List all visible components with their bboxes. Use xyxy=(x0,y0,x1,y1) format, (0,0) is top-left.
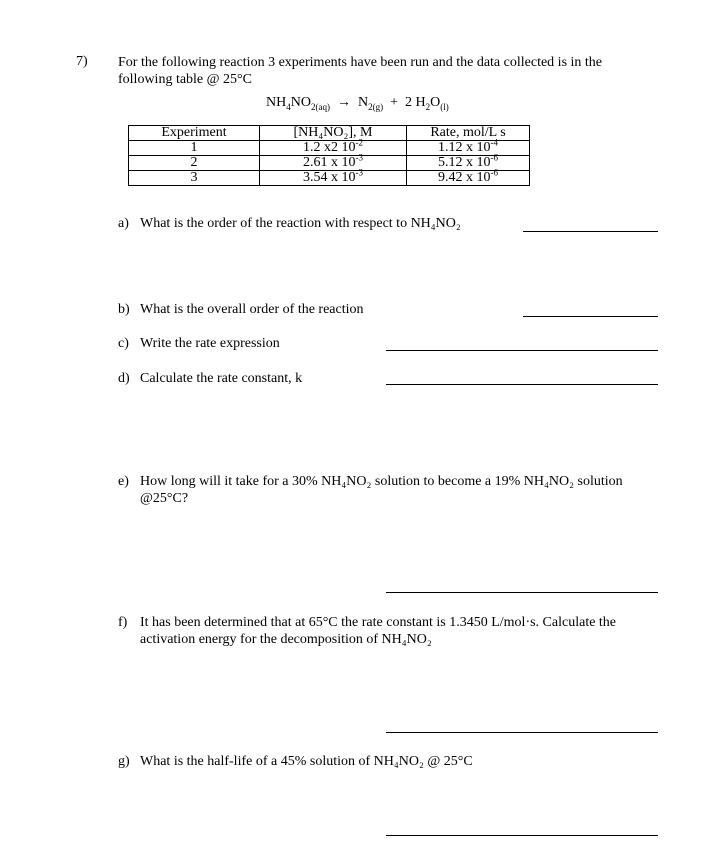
part-f-text-2: activation energy for the decomposition of NH₄NO₂ xyxy=(140,632,432,647)
part-a-label: a) xyxy=(118,216,129,231)
eq-sub: (l) xyxy=(440,101,449,112)
eq-product-2: 2 H xyxy=(405,95,426,110)
part-b xyxy=(118,301,364,318)
cell-rate: 9.42 x $10^{-6}$ xyxy=(407,171,530,186)
table-row xyxy=(129,141,530,156)
eq-product-2-mid: O xyxy=(430,95,441,110)
answer-line-e[interactable] xyxy=(386,592,658,593)
cell-concentration: 3.54 x $10^{-3}$ xyxy=(260,171,407,186)
cell-experiment: 2 xyxy=(129,156,260,171)
eq-sub: 2(aq) xyxy=(310,101,330,112)
part-a-text: What is the order of the reaction with respect to NH₄NO₂ xyxy=(140,216,461,231)
answer-line-f[interactable] xyxy=(386,732,658,733)
eq-arrow: → xyxy=(336,95,351,110)
part-c-label: c) xyxy=(118,336,129,351)
answer-line-d[interactable] xyxy=(386,384,658,385)
part-d xyxy=(118,370,302,387)
part-e-label: e) xyxy=(118,474,129,489)
cell-rate: 1.12 x $10^{-4}$ xyxy=(407,141,530,156)
eq-sub: 2(g) xyxy=(368,101,384,112)
cell-rate: 5.12 x $10^{-6}$ xyxy=(407,156,530,171)
table-row xyxy=(129,156,530,171)
question-number: 7) xyxy=(76,54,88,69)
intro-line-2: following table @ 25°C xyxy=(118,72,252,87)
part-d-label: d) xyxy=(118,371,130,386)
cell-concentration: 1.2 x2 $10^{-2}$ xyxy=(260,141,407,156)
eq-sub: 4 xyxy=(286,101,291,112)
part-g-label: g) xyxy=(118,754,130,769)
header-concentration: [NH₄NO₂], M xyxy=(260,126,407,141)
cell-experiment: 3 xyxy=(129,171,260,186)
part-d-text: Calculate the rate constant, k xyxy=(140,371,303,386)
answer-line-g[interactable] xyxy=(386,835,658,836)
part-b-label: b) xyxy=(118,302,130,317)
part-c xyxy=(118,335,280,352)
part-g xyxy=(118,753,473,770)
eq-sub: 2 xyxy=(425,101,431,112)
part-f-label: f) xyxy=(118,615,128,630)
table-header-row xyxy=(129,126,530,141)
data-table xyxy=(128,125,530,186)
part-b-text: What is the overall order of the reaction xyxy=(140,302,364,317)
reaction-equation xyxy=(266,95,449,111)
part-f-text-1: It has been determined that at 65°C the rate constant is 1.3450 L/mol·s. Calculate the xyxy=(140,615,617,630)
header-rate: Rate, mol/L s xyxy=(407,126,530,141)
intro-line-1: For the following reaction 3 experiments have been run and the data collected is in the xyxy=(118,55,603,70)
cell-concentration: 2.61 x $10^{-3}$ xyxy=(260,156,407,171)
part-e-text-2: @25°C? xyxy=(140,491,189,506)
eq-reactant-mid: NO xyxy=(290,95,311,110)
answer-line-a[interactable] xyxy=(523,231,658,232)
part-e-text-1: How long will it take for a 30% NH₄NO₂ solution to become a 19% NH₄NO₂ solution xyxy=(140,474,623,489)
question-intro xyxy=(118,54,602,88)
part-e xyxy=(118,473,623,507)
part-c-text: Write the rate expression xyxy=(140,336,280,351)
cell-experiment: 1 xyxy=(129,141,260,156)
header-experiment: Experiment xyxy=(129,126,260,141)
table-row xyxy=(129,171,530,186)
answer-line-b[interactable] xyxy=(523,316,658,317)
part-a xyxy=(118,215,461,232)
eq-reactant: NH xyxy=(266,95,287,110)
eq-plus: + xyxy=(390,95,398,110)
part-f xyxy=(118,614,616,648)
answer-line-c[interactable] xyxy=(386,350,658,351)
part-g-text: What is the half-life of a 45% solution of NH₄NO₂ @ 25°C xyxy=(140,754,473,769)
eq-product-1: N xyxy=(357,95,369,110)
